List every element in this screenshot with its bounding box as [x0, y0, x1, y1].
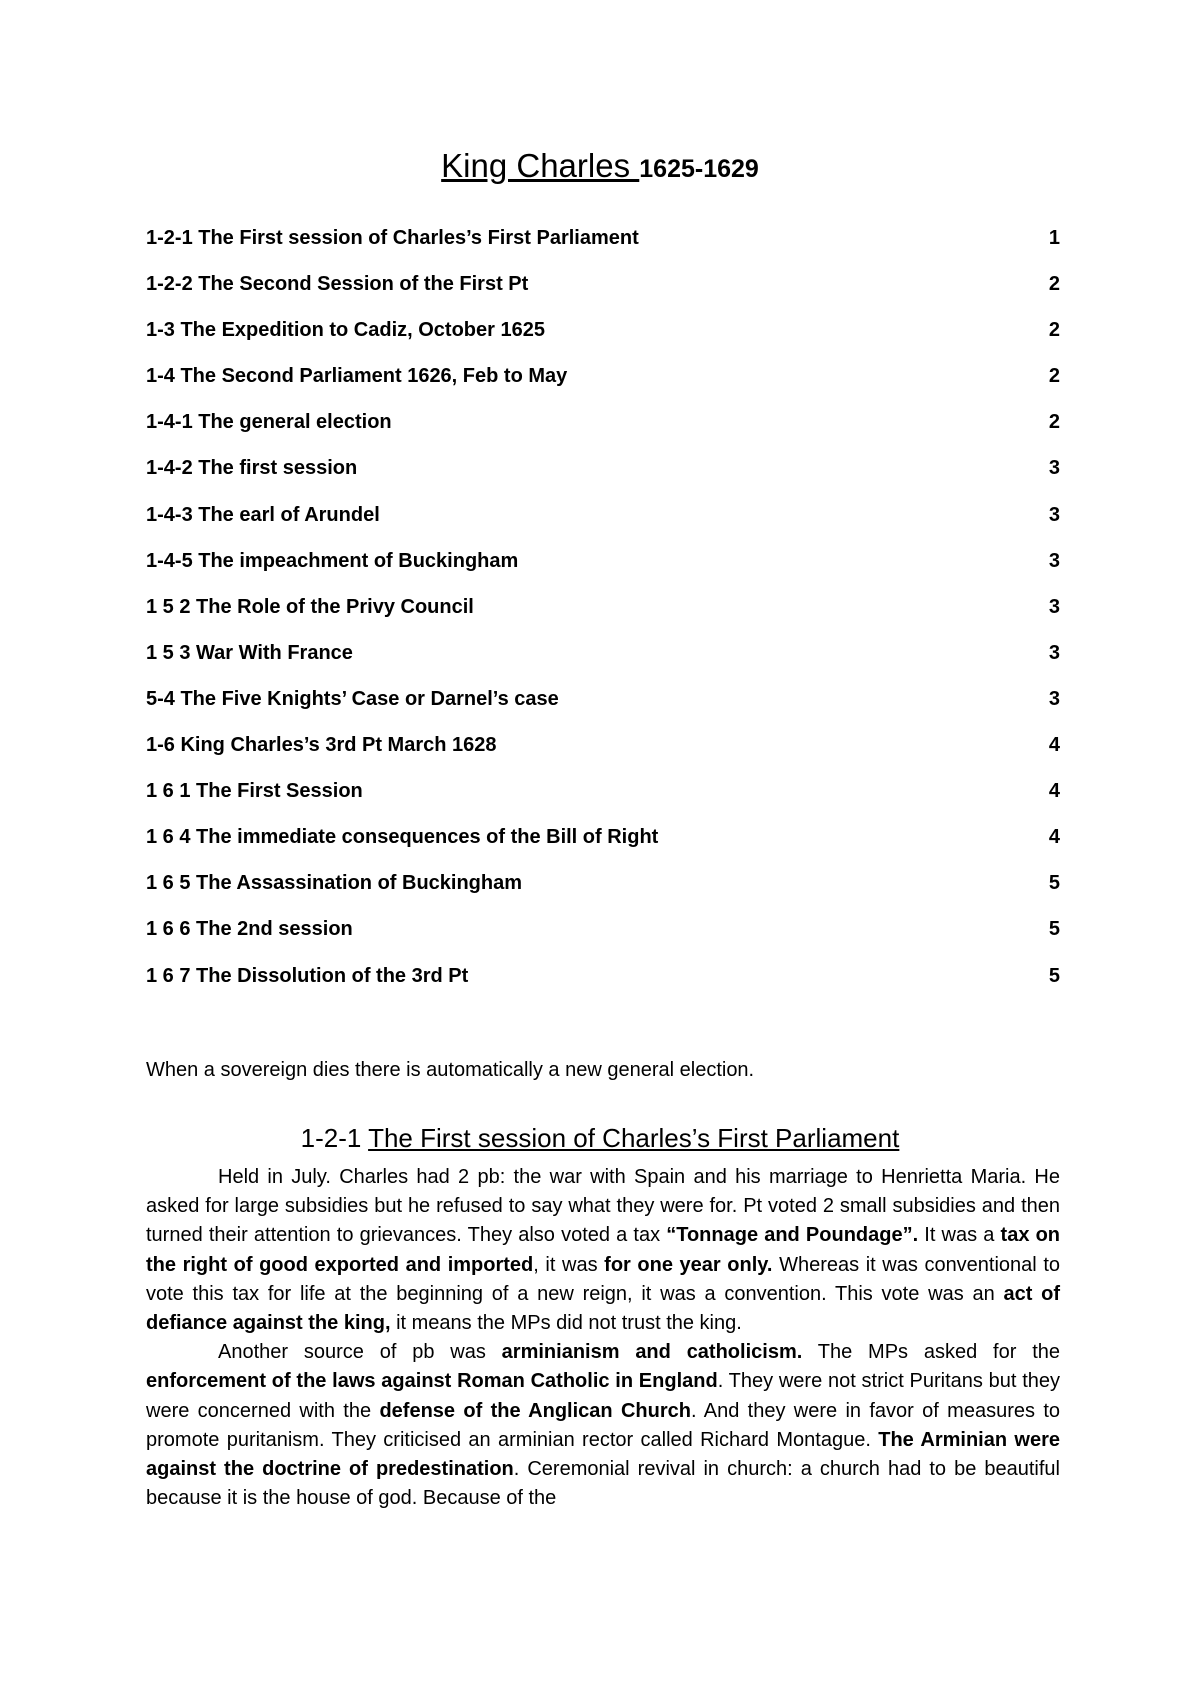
toc-entry[interactable]: [146, 226, 1060, 272]
toc-entry-page: 2: [1048, 319, 1060, 342]
toc-entry-page: 4: [1048, 780, 1060, 803]
text-run: , it was: [533, 1253, 605, 1276]
toc-entry-page: 3: [1048, 595, 1060, 618]
toc-entry[interactable]: [146, 595, 1060, 641]
text-run: It was a: [918, 1224, 1001, 1247]
toc-entry-page: 2: [1048, 365, 1060, 388]
toc-entry-page: 3: [1048, 549, 1060, 572]
toc-entry[interactable]: [146, 272, 1060, 318]
toc-entry-label: 1 6 1 The First Session: [146, 780, 363, 803]
toc-entry[interactable]: [146, 410, 1060, 456]
bold-run: defense of the Anglican Church: [379, 1399, 691, 1422]
text-run: Whereas it was conventional to vote this tax for life at the beginning of a new reign, it was a convention. This vote was an: [146, 1253, 1061, 1305]
toc-entry[interactable]: [146, 503, 1060, 549]
body-paragraph: [146, 1338, 1060, 1513]
toc-entry[interactable]: [146, 318, 1060, 364]
bold-run: “Tonnage and Poundage”.: [666, 1224, 919, 1247]
toc-entry-label: 1 5 2 The Role of the Privy Council: [146, 595, 474, 618]
toc-entry[interactable]: [146, 456, 1060, 502]
text-run: . And they were in favor of measures to promote puritanism. They criticised an arminian rector called Richard Montague.: [146, 1399, 1060, 1451]
toc-entry[interactable]: [146, 364, 1060, 410]
text-run: The MPs asked for the: [802, 1341, 1061, 1364]
toc-entry-label: 5-4 The Five Knights’ Case or Darnel’s case: [146, 687, 559, 710]
toc-entry-label: 1 6 6 The 2nd session: [146, 918, 353, 941]
toc-entry-label: 1 6 5 The Assassination of Buckingham: [146, 872, 523, 895]
toc-entry-page: 5: [1048, 918, 1060, 941]
toc-entry-page: 3: [1048, 457, 1060, 480]
toc-entry-label: 1-2-1 The First session of Charles’s First Parliament: [146, 227, 639, 249]
toc-entry[interactable]: [146, 687, 1060, 733]
section-title: The First session of Charles’s First Parliament: [368, 1123, 900, 1153]
toc-entry-label: 1-4-3 The earl of Arundel: [146, 503, 380, 526]
text-run: Held in July. Charles had 2 pb: the war with Spain and his marriage to Henrietta Maria. He asked for large subsidies but he refused to say what they were for. Pt voted 2 small subsidies and then turned their attention to grievances. They also voted a tax: [146, 1166, 1060, 1247]
bold-run: for one year only.: [604, 1253, 773, 1276]
toc-entry-page: 3: [1048, 641, 1060, 664]
toc-entry[interactable]: [146, 779, 1060, 825]
toc-entry[interactable]: [146, 917, 1060, 963]
bold-run: act of defiance against the king,: [146, 1282, 1060, 1335]
toc-entry-page: 2: [1048, 411, 1060, 434]
toc-entry-page: 3: [1048, 503, 1060, 526]
toc-entry[interactable]: [146, 549, 1060, 595]
toc-entry[interactable]: [146, 733, 1060, 779]
toc-entry[interactable]: [146, 964, 1060, 1010]
bold-run: The Arminian were against the doctrine of predestination: [146, 1428, 1060, 1481]
text-run: it means the MPs did not trust the king.: [390, 1312, 742, 1335]
document-title: [0, 146, 1200, 189]
intro-sentence: When a sovereign dies there is automatically a new general election.: [146, 1059, 755, 1081]
toc-entry-page: 5: [1048, 964, 1060, 987]
text-run: . Ceremonial revival in church: a church had to be beautiful because it is the house of god. Because of the: [146, 1458, 1060, 1510]
toc-entry-page: 2: [1048, 273, 1060, 296]
toc-entry[interactable]: [146, 825, 1060, 871]
toc-entry-page: 4: [1048, 826, 1060, 849]
toc-entry-label: 1-3 The Expedition to Cadiz, October 1625: [146, 319, 545, 342]
section-number: 1-2-1: [300, 1123, 369, 1153]
toc-entry-label: 1-6 King Charles’s 3rd Pt March 1628: [146, 734, 497, 757]
title-main: King Charles: [441, 147, 640, 184]
text-run: . They were not strict Puritans but they were concerned with the: [146, 1370, 1060, 1422]
toc-entry-label: 1-4-5 The impeachment of Buckingham: [146, 549, 519, 572]
text-run: Another source of pb was: [218, 1341, 502, 1364]
toc-entry-label: 1-4-2 The first session: [146, 457, 358, 480]
toc-entry-label: 1 6 7 The Dissolution of the 3rd Pt: [146, 964, 469, 987]
toc-entry-page: 3: [1048, 687, 1060, 710]
toc-entry-label: 1-4 The Second Parliament 1626, Feb to May: [146, 365, 568, 388]
toc-entry-page: 5: [1048, 872, 1060, 895]
toc-entry-label: 1 5 3 War With France: [146, 641, 353, 664]
section-heading: [0, 1121, 1200, 1155]
title-years: 1625-1629: [639, 155, 759, 183]
toc-entry[interactable]: [146, 871, 1060, 917]
toc-entry-page: 4: [1048, 734, 1060, 757]
section-body: [146, 1163, 1060, 1513]
toc-entry[interactable]: [146, 641, 1060, 687]
bold-run: tax on the right of good exported and imported: [146, 1224, 1061, 1276]
toc-entry-page: 1: [1048, 227, 1060, 249]
table-of-contents: [146, 226, 1060, 1010]
body-paragraph: [146, 1163, 1060, 1338]
toc-entry-label: 1 6 4 The immediate consequences of the Bill of Right: [146, 826, 659, 849]
bold-run: enforcement of the laws against Roman Catholic in England: [146, 1370, 718, 1393]
toc-entry-label: 1-4-1 The general election: [146, 411, 392, 434]
bold-run: arminianism and catholicism.: [501, 1341, 803, 1364]
toc-entry-label: 1-2-2 The Second Session of the First Pt: [146, 273, 529, 296]
